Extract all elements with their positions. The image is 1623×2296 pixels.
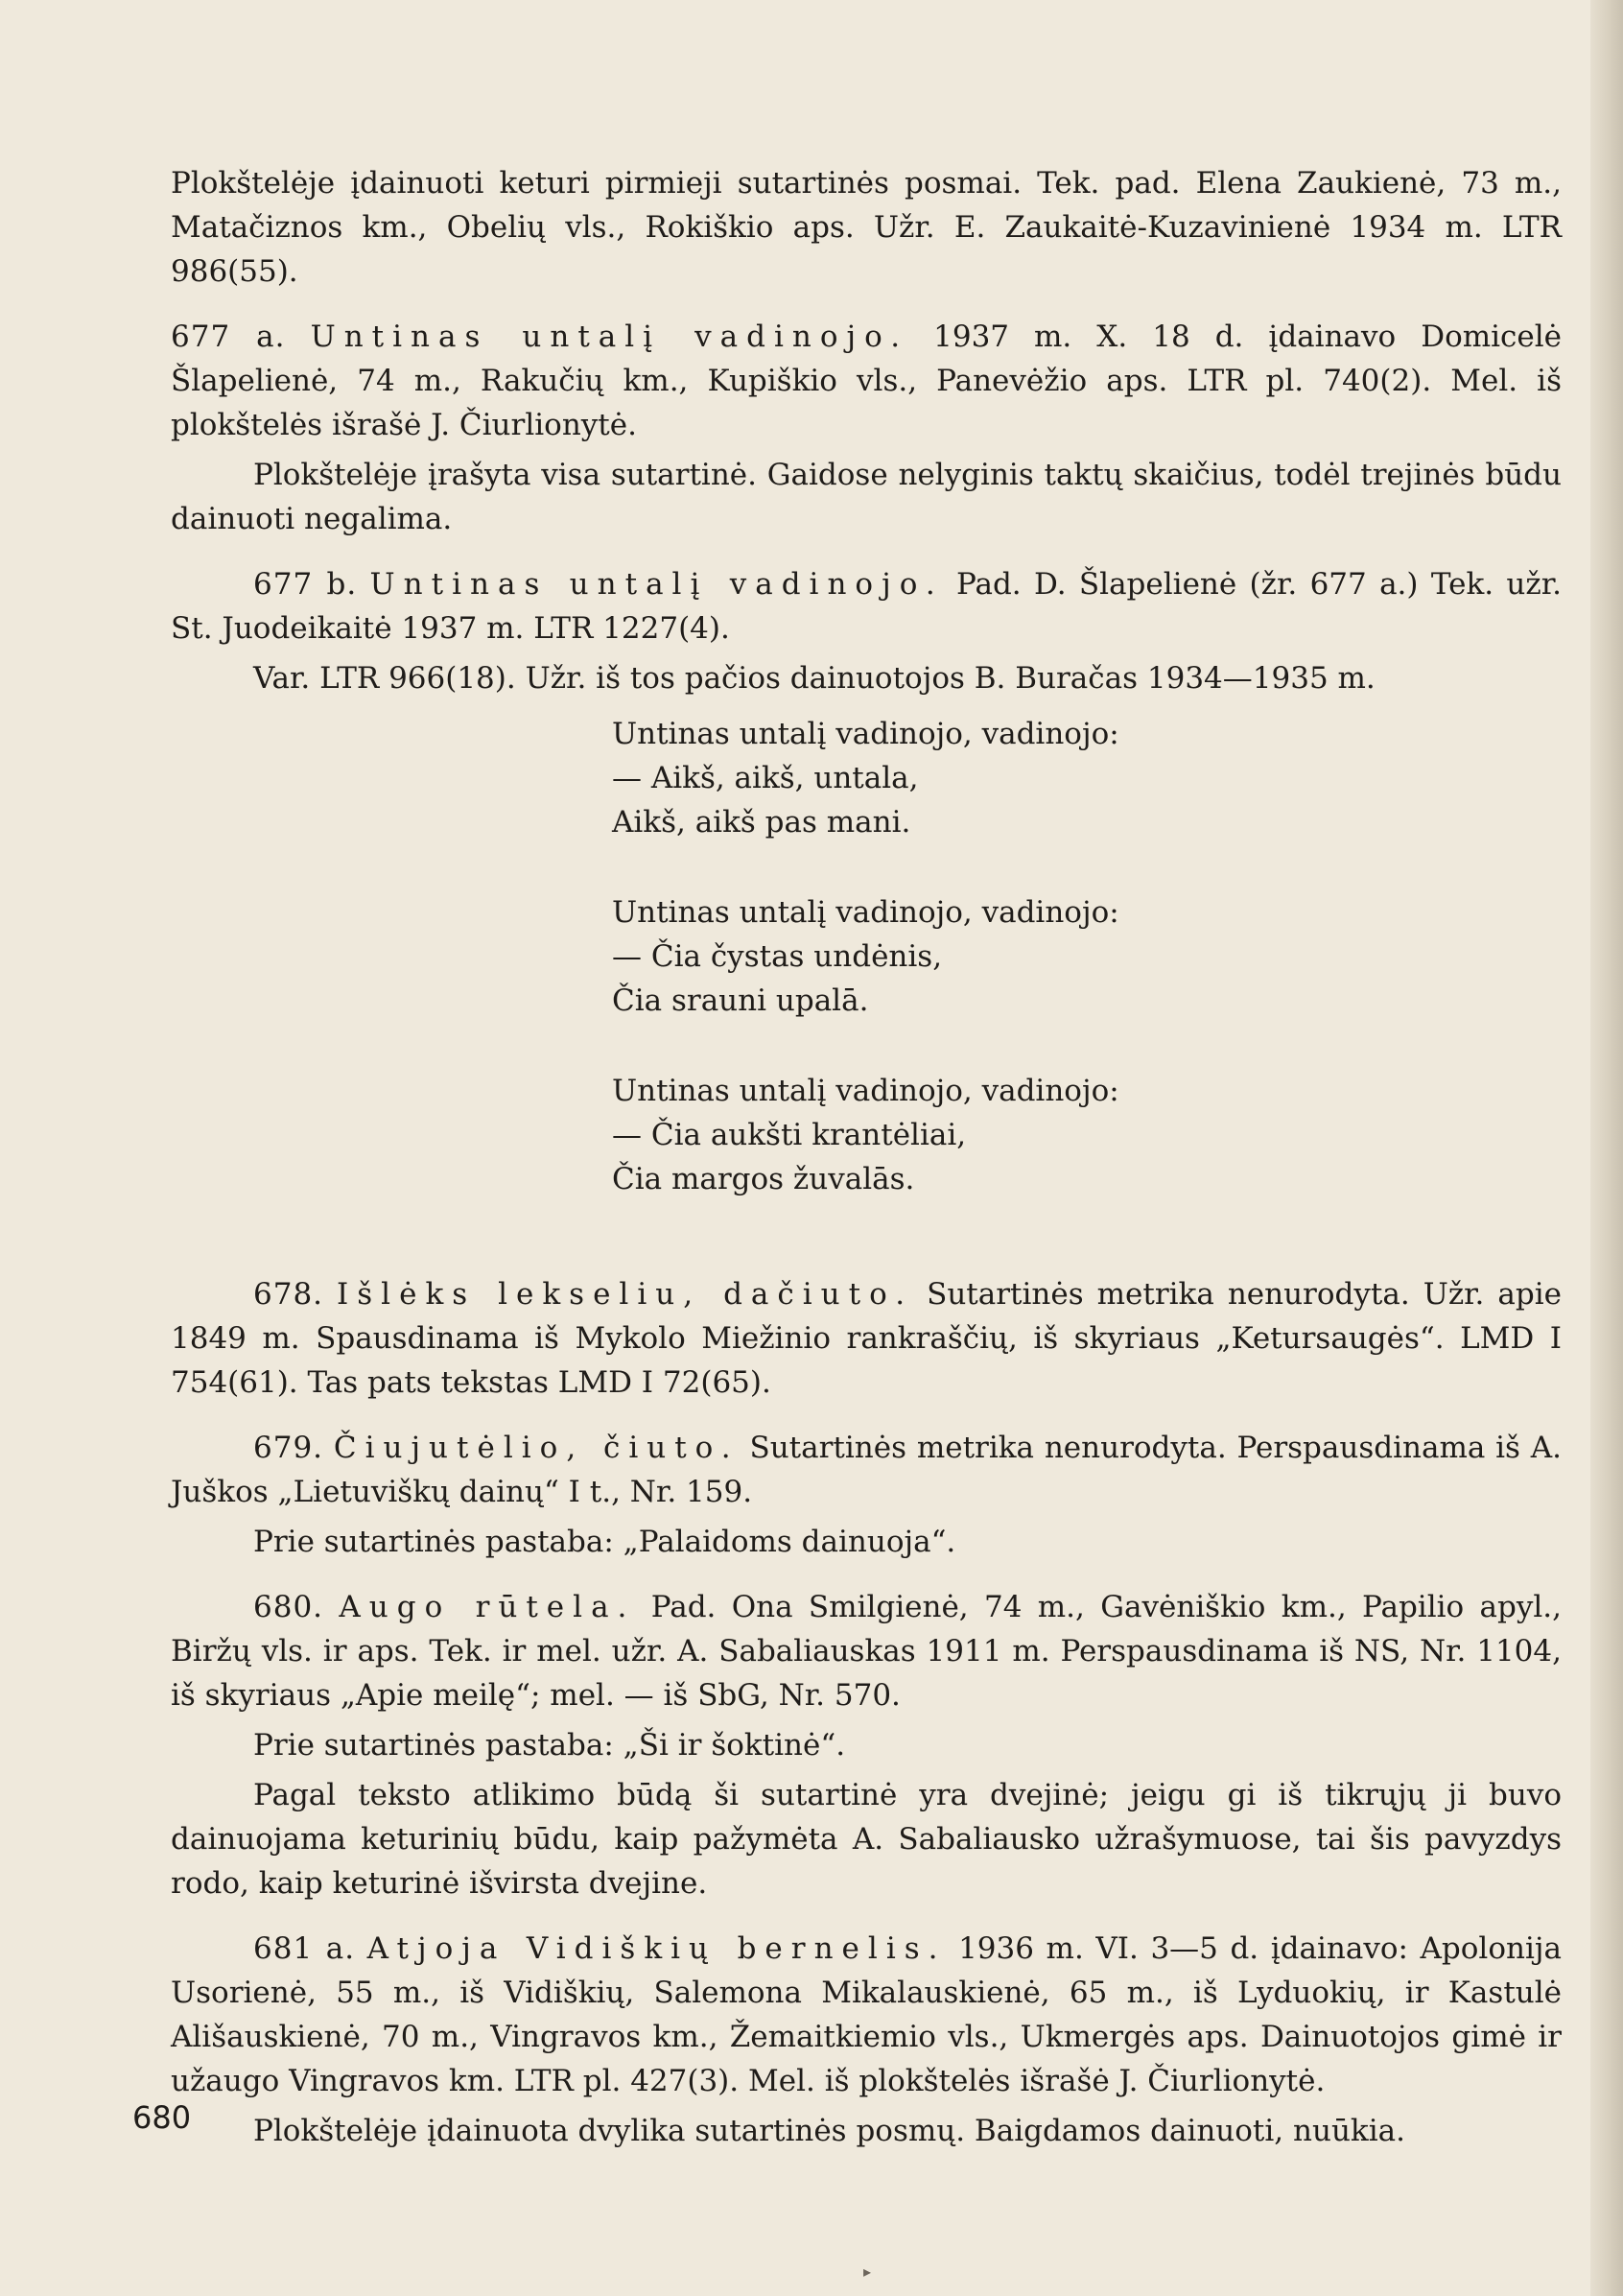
entry-number: 681 a.: [253, 1931, 356, 1966]
entry-681a: [171, 1927, 1562, 2103]
lyrics-stanza-3: [612, 1069, 1562, 1201]
entry-680-note-2: Pagal teksto atlikimo būdą ši sutartinė yra dvejinė; jeigu gi iš tikrųjų ji buvo dainuojama keturinių būdu, kaip pažymėta A. Sabaliausko užrašymuose, tai šis pavyzdys rodo, kaip keturinė išvirsta dvejine.: [171, 1778, 1562, 1901]
song-title: Augo rūtela.: [339, 1590, 636, 1624]
lyrics-line: — Čia čystas undėnis,: [612, 939, 943, 974]
entry-text: 1936 m. VI. 3—5 d. įdainavo: Apolonija Usorienė, 55 m., iš Vidiškių, Salemona Mikalauskienė, 65 m., iš Lyduokių, ir Kastulė Ališauskienė, 70 m., Vingravos km., Žemaitkiemio vls., Ukmergės aps. Dainuotojos gimė ir užaugo Vingravos km. LTR pl. 427(3). Mel. iš plokštelės išrašė J. Čiurlionytė.: [171, 1931, 1562, 2098]
entry-text: Pad. D. Šlapelienė (žr. 677 a.) Tek. užr. St. Juodeikaitė 1937 m. LTR 1227(4).: [171, 567, 1562, 646]
lyrics-line: — Čia aukšti krantėliai,: [612, 1118, 967, 1152]
lyrics-line: Čia margos žuvalās.: [612, 1162, 915, 1196]
entry-678: [171, 1272, 1562, 1405]
scan-mark: ▸: [863, 2262, 872, 2281]
song-title: Išlėks lekseliu, dačiuto.: [337, 1277, 914, 1312]
entry-677b-variant: Var. LTR 966(18). Užr. iš tos pačios dainuotojos B. Buračas 1934—1935 m.: [253, 661, 1376, 696]
entry-677b: [171, 562, 1562, 651]
main-text: [171, 161, 1562, 2159]
lyrics-line: Aikš, aikš pas mani.: [612, 805, 911, 840]
entry-number: 677 a.: [171, 320, 286, 354]
entry-text: Pad. Ona Smilgienė, 74 m., Gavėniškio km., Papilio apyl., Biržų vls. ir aps. Tek. ir mel. užr. A. Sabaliauskas 1911 m. Perspausdinama iš NS, Nr. 1104, iš skyriaus „Apie meilę“; mel. — iš SbG, Nr. 570.: [171, 1590, 1562, 1713]
page-number: 680: [132, 2099, 192, 2136]
lyrics-line: — Aikš, aikš, untala,: [612, 761, 919, 795]
entry-text: 1937 m. X. 18 d. įdainavo Domicelė Šlapelienė, 74 m., Rakučių km., Kupiškio vls., Panevėžio aps. LTR pl. 740(2). Mel. iš plokštelės išrašė J. Čiurlionytė.: [171, 320, 1563, 442]
entry-text: Sutartinės metrika nenurodyta. Perspausdinama iš A. Juškos „Lietuviškų dainų“ I t., Nr. 159.: [171, 1431, 1562, 1509]
lyrics-line: Untinas untalį vadinojo, vadinojo:: [612, 1074, 1119, 1108]
song-title: Atjoja Vidiškių bernelis.: [366, 1931, 947, 1966]
lyrics-stanza-2: [612, 890, 1562, 1023]
entry-679: [171, 1426, 1562, 1514]
entry-number: 677 b.: [253, 567, 358, 602]
song-title: Čiujutėlio, čiuto.: [333, 1431, 740, 1465]
lyrics-line: Untinas untalį vadinojo, vadinojo:: [612, 895, 1119, 930]
intro-paragraph: Plokštelėje įdainuoti keturi pirmieji sutartinės posmai. Tek. pad. Elena Zaukienė, 73 m., Matačiznos km., Obelių vls., Rokiškio aps. Užr. E. Zaukaitė-Kuzavinienė 1934 m. LTR 986(55).: [171, 166, 1562, 289]
entry-number: 680.: [253, 1590, 324, 1624]
entry-text: Sutartinės metrika nenurodyta. Užr. apie 1849 m. Spausdinama iš Mykolo Miežinio rankraščių, iš skyriaus „Ketursaugės“. LMD I 754(61). Tas pats tekstas LMD I 72(65).: [171, 1277, 1562, 1400]
lyrics-line: Untinas untalį vadinojo, vadinojo:: [612, 717, 1119, 751]
song-title: Untinas untalį vadinojo.: [369, 567, 944, 602]
entry-number: 678.: [253, 1277, 324, 1312]
page-edge-shadow: [1590, 0, 1623, 2296]
lyrics-stanza-1: [612, 712, 1562, 844]
entry-677a: [171, 315, 1562, 447]
entry-679-note: Prie sutartinės pastaba: „Palaidoms dainuoja“.: [253, 1525, 956, 1559]
song-lyrics: [612, 712, 1562, 1201]
entry-680: [171, 1585, 1562, 1717]
song-title: Untinas untalį vadinojo.: [310, 320, 909, 354]
entry-number: 679.: [253, 1431, 324, 1465]
entry-680-note-1: Prie sutartinės pastaba: „Ši ir šoktinė“.: [253, 1728, 846, 1763]
entry-681a-note: Plokštelėje įdainuota dvylika sutartinės posmų. Baigdamos dainuoti, nuūkia.: [253, 2114, 1405, 2148]
entry-677a-note: Plokštelėje įrašyta visa sutartinė. Gaidose nelyginis taktų skaičius, todėl trejinės būdu dainuoti negalima.: [171, 458, 1562, 536]
section-gap: [171, 1230, 1562, 1272]
lyrics-line: Čia srauni upalā.: [612, 983, 869, 1018]
